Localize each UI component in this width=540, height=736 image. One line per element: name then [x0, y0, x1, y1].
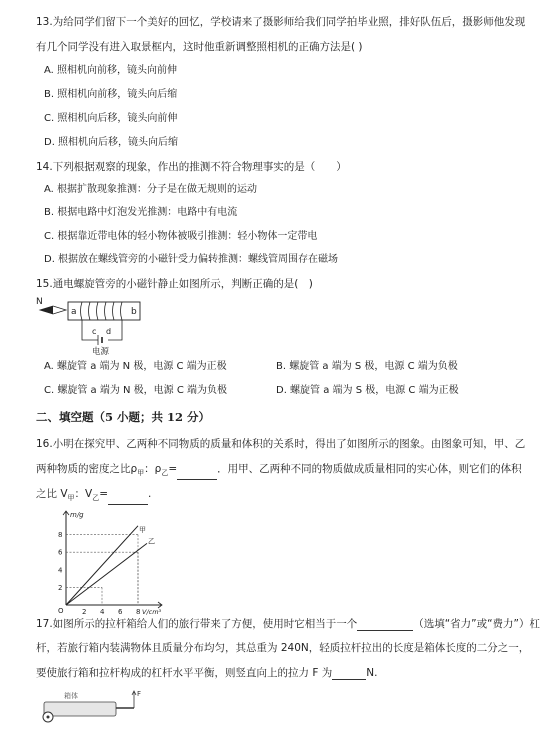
series-line: [66, 526, 138, 605]
q16-density-blank[interactable]: [177, 468, 217, 480]
q14-option-b: B. 根据电路中灯泡发光推测：电路中有电流: [44, 207, 238, 218]
q15-option-a: A. 螺旋管 a 端为 N 极，电源 C 端为正极: [44, 361, 227, 372]
power-c-label: c: [92, 327, 97, 336]
q15-option-c: C. 螺旋管 a 端为 N 极，电源 C 端为负极: [44, 385, 228, 396]
q15-solenoid-figure: [36, 294, 156, 356]
suitcase-body: [44, 702, 116, 716]
q17-lever-type-blank[interactable]: [357, 619, 413, 631]
y-tick-label: 4: [58, 566, 63, 575]
q14-stem: 14.下列根据观察的现象，作出的推测不符合物理事实的是（ ）: [36, 161, 347, 173]
series-line: [66, 543, 147, 605]
x-tick-label: 2: [82, 608, 87, 616]
q13-stem-line2: 有几个同学没有进入取景框内，这时他重新调整照相机的正确方法是( ): [36, 41, 363, 53]
x-tick-label: 8: [136, 608, 141, 616]
x-tick-label: 4: [100, 608, 105, 616]
power-label: 电源: [92, 347, 110, 357]
series-label: 乙: [148, 537, 155, 546]
mass-volume-chart: [50, 507, 170, 617]
section-title: 二、填空题（5 小题；共 12 分）: [36, 410, 211, 424]
series-label: 甲: [139, 525, 146, 534]
solenoid-core: [68, 302, 140, 320]
q15-option-d: D. 螺旋管 a 端为 S 极，电源 C 端为正极: [276, 385, 459, 396]
q15-option-b: B. 螺旋管 a 端为 S 极，电源 C 端为负极: [276, 361, 458, 372]
needle-n-label: N: [36, 297, 43, 307]
y-axis-label: m/g: [70, 511, 84, 519]
q16-volume-blank[interactable]: [108, 493, 148, 505]
x-tick-label: 6: [118, 608, 123, 616]
suitcase-box-label: 箱体: [64, 692, 78, 700]
q13-option-c: C. 照相机向后移，镜头向前伸: [44, 113, 178, 124]
origin-label: O: [58, 607, 64, 615]
solenoid-a-label: a: [71, 307, 77, 317]
q16-stem-line1: 16.小明在探究甲、乙两种不同物质的质量和体积的关系时，得出了如图所示的图象。由图象可知，甲、乙: [36, 438, 526, 450]
y-tick-label: 6: [58, 548, 63, 557]
x-axis-label: V/cm³: [142, 608, 162, 616]
q14-option-d: D. 根据放在螺线管旁的小磁针受力偏转推测：螺线管周围存在磁场: [44, 254, 339, 265]
q17-stem-line2: 杆，若旅行箱内装满物体且质量分布均匀，其总重为 240N，轻质拉杆拉出的长度是箱体长度的二分之一，: [36, 642, 530, 654]
power-d-label: d: [106, 327, 112, 336]
y-tick-label: 8: [58, 531, 63, 540]
q15-stem: 15.通电螺旋管旁的小磁针静止如图所示，判断正确的是( ): [36, 278, 313, 290]
q17-force-blank[interactable]: [332, 668, 366, 680]
q13-stem-line1: 13.为给同学们留下一个美好的回忆，学校请来了摄影师给我们同学拍毕业照，排好队伍后，摄影师他发现: [36, 16, 526, 28]
q16-stem-line3: 之比 $V_甲$：$V_乙=$ .: [36, 487, 151, 505]
q17-stem-line1: 17.如图所示的拉杆箱给人们的旅行带来了方便，使用时它相当于一个 （选填“省力”或“费力”）杠: [36, 618, 540, 630]
q13-option-d: D. 照相机向后移，镜头向后缩: [44, 137, 179, 148]
q14-option-a: A. 根据扩散现象推测：分子是在做无规则的运动: [44, 184, 258, 195]
q17-stem-line3: 要使旅行箱和拉杆构成的杠杆水平平衡，则竖直向上的拉力 F 为 N.: [36, 667, 378, 679]
force-f-label: F: [137, 690, 142, 698]
q14-option-c: C. 根据靠近带电体的轻小物体被吸引推测：轻小物体一定带电: [44, 231, 318, 242]
y-tick-label: 2: [58, 583, 63, 592]
q17-suitcase-figure: [36, 686, 146, 726]
solenoid-b-label: b: [131, 307, 137, 317]
q13-option-a: A. 照相机向前移，镜头向前伸: [44, 65, 178, 76]
q13-option-b: B. 照相机向前移，镜头向后缩: [44, 89, 178, 100]
q16-stem-line2: 两种物质的密度之比$\rho_甲$：$\rho_乙=$ ．用甲、乙两种不同的物质做成质量相同的实心体，则它们的体积: [36, 462, 522, 480]
